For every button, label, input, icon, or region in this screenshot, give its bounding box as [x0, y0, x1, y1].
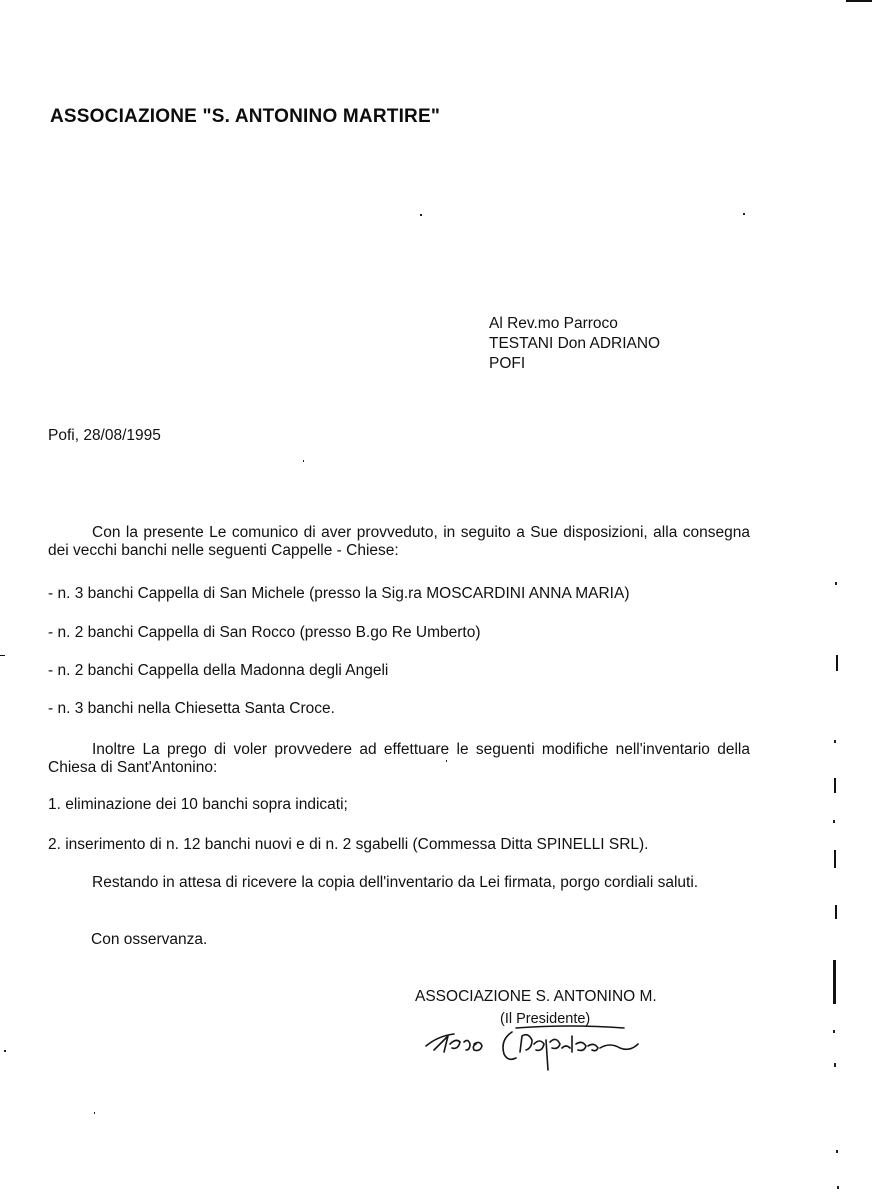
request-paragraph: [48, 741, 750, 777]
closing-paragraph: [48, 874, 750, 892]
closing-wait-text: Restando in attesa di ricevere la copia dell'inventario da Lei firmata, porgo cordiali saluti.: [92, 874, 699, 891]
signature-role: (Il Presidente): [500, 1011, 591, 1027]
signature-association: ASSOCIAZIONE S. ANTONINO M.: [415, 988, 657, 1005]
scan-edge-mark: [833, 960, 836, 1004]
scan-edge-mark: [836, 655, 838, 671]
request-text: Inoltre La prego di voler provvedere ad effettuare le seguenti modifiche nell'inventario della Chiesa di Sant'Antonino:: [48, 741, 750, 776]
scan-speck: [837, 1186, 839, 1189]
recipient-line-title: Al Rev.mo Parroco: [489, 315, 618, 332]
numbered-item: 2. inserimento di n. 12 banchi nuovi e di n. 2 sgabelli (Commessa Ditta SPINELLI SRL).: [48, 836, 649, 853]
scan-speck: [834, 1063, 836, 1067]
scan-edge-mark: [835, 905, 837, 919]
scan-speck: [833, 820, 835, 823]
scan-edge-mark: [846, 0, 872, 2]
scan-speck: [446, 760, 447, 762]
scan-speck: [4, 1050, 6, 1052]
scan-speck: [836, 1150, 838, 1153]
letter-date: Pofi, 28/08/1995: [48, 427, 161, 444]
scan-speck: [94, 1112, 95, 1114]
recipient-line-town: POFI: [489, 355, 526, 372]
list-item: - n. 2 banchi Cappella della Madonna degli Angeli: [48, 662, 389, 679]
closing-salutation: Con osservanza.: [91, 931, 208, 948]
recipient-line-name: TESTANI Don ADRIANO: [489, 335, 661, 352]
list-item: - n. 2 banchi Cappella di San Rocco (presso B.go Re Umberto): [48, 624, 481, 641]
scan-speck: [743, 213, 745, 215]
list-item: - n. 3 banchi Cappella di San Michele (presso la Sig.ra MOSCARDINI ANNA MARIA): [48, 585, 630, 602]
list-item: - n. 3 banchi nella Chiesetta Santa Croce.: [48, 700, 335, 717]
scan-speck: [420, 214, 422, 216]
intro-paragraph: [48, 524, 750, 560]
scan-edge-mark: [0, 655, 5, 656]
recipient-address: [489, 314, 660, 374]
scan-speck: [834, 740, 836, 743]
scan-speck: [835, 582, 837, 585]
letter-heading: ASSOCIAZIONE "S. ANTONINO MARTIRE": [50, 106, 441, 127]
scan-edge-mark: [834, 778, 836, 793]
scan-speck: [303, 460, 304, 462]
intro-text: Con la presente Le comunico di aver provveduto, in seguito a Sue disposizioni, alla consegna dei vecchi banchi nelle seguenti Cappelle - Chiese:: [48, 524, 750, 559]
numbered-item: 1. eliminazione dei 10 banchi sopra indicati;: [48, 796, 348, 813]
scan-edge-mark: [834, 850, 836, 868]
scan-speck: [833, 1030, 835, 1033]
handwritten-signature: [420, 1022, 656, 1072]
